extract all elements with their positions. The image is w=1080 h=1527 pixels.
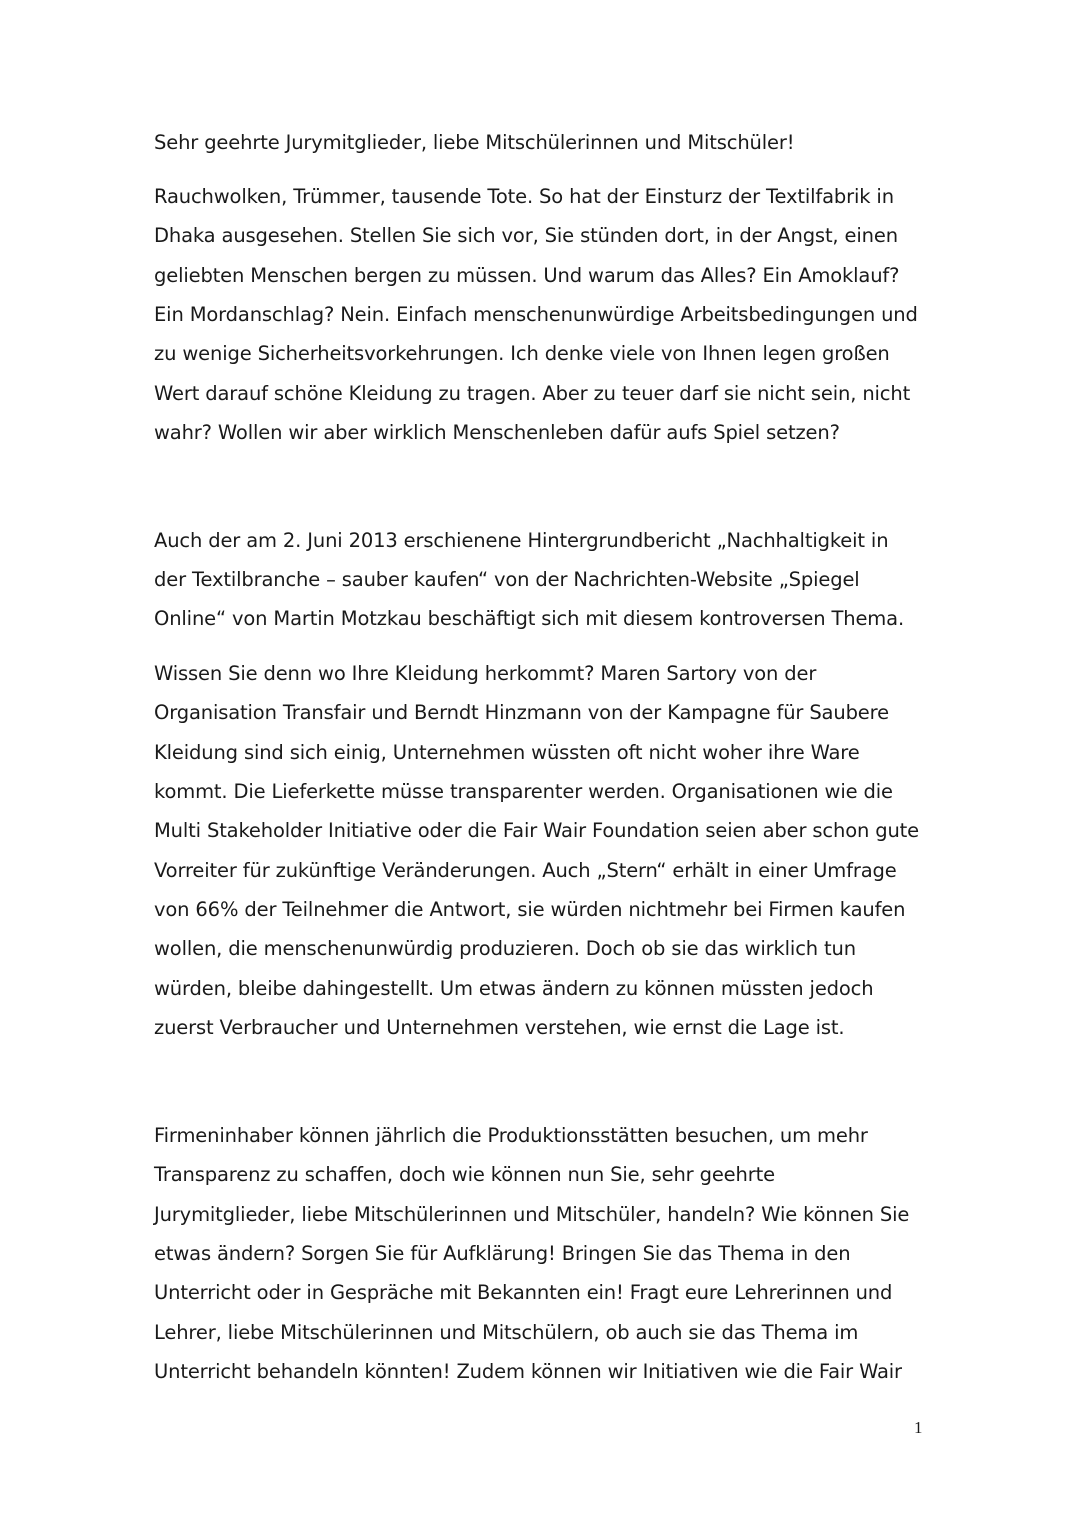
paragraph-4-line: etwas ändern? Sorgen Sie für Aufklärung! Bringen Sie das Thema in den bbox=[154, 1242, 851, 1265]
paragraph-1-line: Wert darauf schöne Kleidung zu tragen. Aber zu teuer darf sie nicht sein, nicht bbox=[154, 382, 911, 405]
paragraph-4-line: Unterricht oder in Gespräche mit Bekannten ein! Fragt eure Lehrerinnen und bbox=[154, 1281, 893, 1304]
paragraph-2-line: Auch der am 2. Juni 2013 erschienene Hintergrundbericht „Nachhaltigkeit in bbox=[154, 529, 889, 552]
paragraph-1-line: geliebten Menschen bergen zu müssen. Und warum das Alles? Ein Amoklauf? bbox=[154, 264, 900, 287]
paragraph-4-line: Firmeninhaber können jährlich die Produktionsstätten besuchen, um mehr bbox=[154, 1124, 868, 1147]
paragraph-3-line: Wissen Sie denn wo Ihre Kleidung herkommt? Maren Sartory von der bbox=[154, 662, 817, 685]
paragraph-4-line: Unterricht behandeln könnten! Zudem können wir Initiativen wie die Fair Wair bbox=[154, 1360, 902, 1383]
paragraph-1-line: Dhaka ausgesehen. Stellen Sie sich vor, Sie stünden dort, in der Angst, einen bbox=[154, 224, 898, 247]
paragraph-1-line: wahr? Wollen wir aber wirklich Menschenleben dafür aufs Spiel setzen? bbox=[154, 421, 840, 444]
paragraph-1-line: zu wenige Sicherheitsvorkehrungen. Ich denke viele von Ihnen legen großen bbox=[154, 342, 890, 365]
paragraph-1-line: Rauchwolken, Trümmer, tausende Tote. So hat der Einsturz der Textilfabrik in bbox=[154, 185, 894, 208]
paragraph-1-line: Ein Mordanschlag? Nein. Einfach menschenunwürdige Arbeitsbedingungen und bbox=[154, 303, 918, 326]
paragraph-3-line: Vorreiter für zukünftige Veränderungen. Auch „Stern“ erhält in einer Umfrage bbox=[154, 859, 897, 882]
paragraph-3-line: Multi Stakeholder Initiative oder die Fair Wair Foundation seien aber schon gute bbox=[154, 819, 920, 842]
paragraph-3-line: würden, bleibe dahingestellt. Um etwas ändern zu können müssten jedoch bbox=[154, 977, 874, 1000]
paragraph-3-line: zuerst Verbraucher und Unternehmen verstehen, wie ernst die Lage ist. bbox=[154, 1016, 845, 1039]
paragraph-3-line: wollen, die menschenunwürdig produzieren. Doch ob sie das wirklich tun bbox=[154, 937, 856, 960]
paragraph-3-line: Organisation Transfair und Berndt Hinzmann von der Kampagne für Saubere bbox=[154, 701, 889, 724]
page-number: 1 bbox=[914, 1418, 923, 1437]
paragraph-4-line: Jurymitglieder, liebe Mitschülerinnen und Mitschüler, handeln? Wie können Sie bbox=[154, 1203, 910, 1226]
paragraph-3-line: Kleidung sind sich einig, Unternehmen wüssten oft nicht woher ihre Ware bbox=[154, 741, 860, 764]
paragraph-3-line: von 66% der Teilnehmer die Antwort, sie würden nichtmehr bei Firmen kaufen bbox=[154, 898, 906, 921]
paragraph-2-line: Online“ von Martin Motzkau beschäftigt sich mit diesem kontroversen Thema. bbox=[154, 607, 904, 630]
salutation-line: Sehr geehrte Jurymitglieder, liebe Mitschülerinnen und Mitschüler! bbox=[154, 131, 795, 154]
paragraph-2-line: der Textilbranche – sauber kaufen“ von der Nachrichten-Website „Spiegel bbox=[154, 568, 860, 591]
paragraph-3-line: kommt. Die Lieferkette müsse transparenter werden. Organisationen wie die bbox=[154, 780, 893, 803]
paragraph-4-line: Transparenz zu schaffen, doch wie können nun Sie, sehr geehrte bbox=[154, 1163, 775, 1186]
paragraph-4-line: Lehrer, liebe Mitschülerinnen und Mitschülern, ob auch sie das Thema im bbox=[154, 1321, 859, 1344]
